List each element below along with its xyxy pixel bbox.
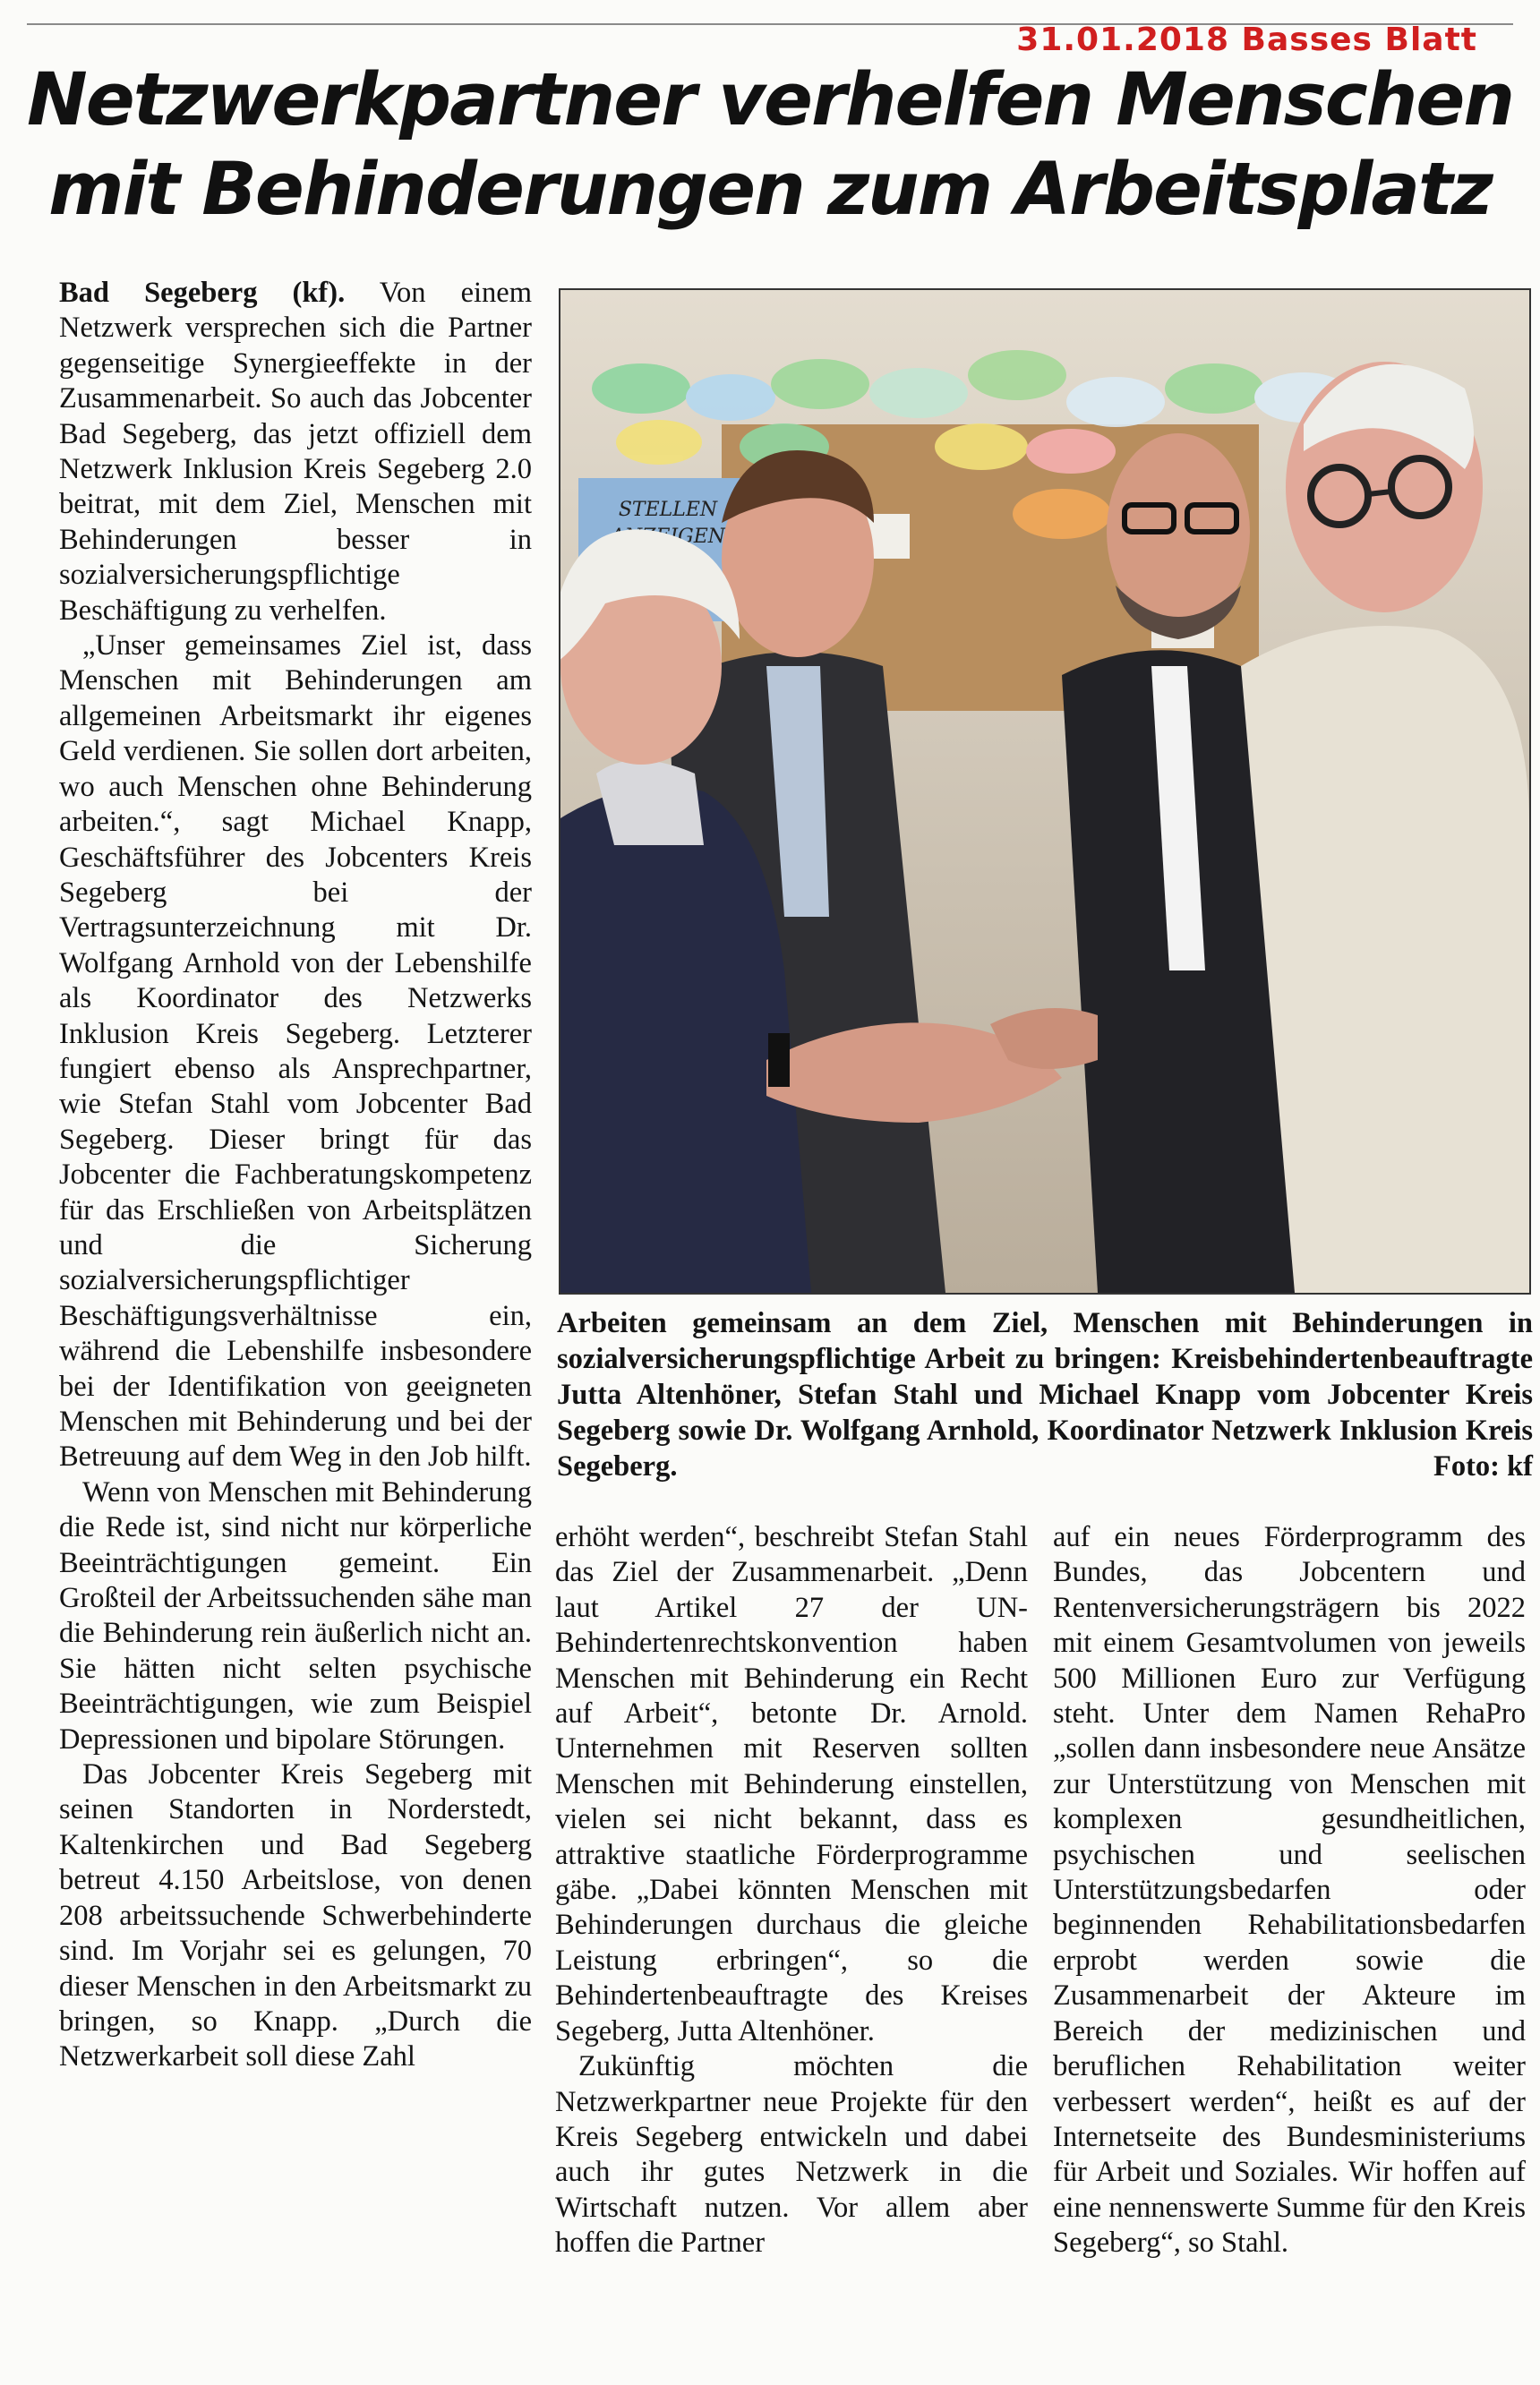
headline bbox=[0, 56, 1540, 235]
paragraph-2: „Unser gemeinsames Ziel ist, dass Menschen mit Behinderungen am allgemeinen Arbeitsmarkt ihr eigenes Geld verdienen. Sie sollen dort arbeiten, wo auch Menschen ohne Behinderung arbeiten.“, sagt Michael Knapp, Geschäftsführer des Jobcenters Kreis Segeberg bei der Vertragsunterzeichnung mit Dr. Wolfgang Arnhold von der Lebenshilfe als Koordinator des Netzwerks Inklusion Kreis Segeberg. Letzterer fungiert ebenso als Ansprechpartner, wie Stefan Stahl vom Jobcenter Bad Segeberg. Dieser bringt für das Jobcenter die Fachberatungskompetenz für das Erschließen von Arbeitsplätzen und die Sicherung sozialversicherungspflichtiger Beschäftigungsverhältnisse ein, während die Lebenshilfe insbesondere bei der Identifikation von geeigneten Menschen mit Behinderung und bei der Betreuung auf dem Weg in den Job hilft. bbox=[59, 629, 532, 1474]
paragraph-6: Zukünftig möchten die Netzwerkpartner neue Projekte für den Kreis Segeberg entwickeln und dabei auch ihr gutes Netzwerk in die Wirtschaft nutzen. Vor allem aber hoffen die Partner bbox=[555, 2050, 1028, 2260]
photo-caption bbox=[557, 1305, 1533, 1484]
headline-line-2: mit Behinderungen zum Arbeitsplatz bbox=[48, 148, 1492, 232]
paragraph-3: Wenn von Menschen mit Behinderung die Rede ist, sind nicht nur körperliche Beeinträchtigungen gemeint. Ein Großteil der Arbeitssuchenden sähe man die Behinderung rein äußerlich nicht an. Sie hätten nicht selten psychische Beeinträchtigungen, wie zum Beispiel Depressionen und bipolare Störungen. bbox=[59, 1475, 532, 1756]
paragraph-7: auf ein neues Förderprogramm des Bundes, das Jobcentern und Rentenversicherungsträgern bis 2022 mit einem Gesamtvolumen von jeweils 500 Millionen Euro zur Verfügung steht. Unter dem Namen RehaPro „sollen dann insbesondere neue Ansätze zur Unterstützung von Menschen mit komplexen gesundheitlichen, psychischen und seelischen Unterstützungsbedarfen oder beginnenden Rehabilitationsbedarfen erprobt werden sowie die Zusammenarbeit der Akteure im Bereich der medizinischen und beruflichen Rehabilitation weiter verbessert werden“, heißt es auf der Internetseite des Bundesministeriums für Arbeit und Soziales. Wir hoffen auf eine nennenswerte Summe für den Kreis Segeberg“, so Stahl. bbox=[1053, 1521, 1526, 2260]
article-column-1 bbox=[59, 276, 532, 2075]
sign-text-1: STELLEN bbox=[618, 499, 718, 521]
dateline: Bad Segeberg (kf). bbox=[59, 277, 346, 309]
article-column-3 bbox=[1053, 1520, 1526, 2261]
caption-text: Arbeiten gemeinsam an dem Ziel, Menschen mit Behinderungen in sozialversicherungspflichtige Arbeit zu bringen: Kreisbehindertenbeauftragte Jutta Altenhöner, Stefan Stahl und Michael Knapp vom Jobcenter Kreis Segeberg sowie Dr. Wolfgang Arnhold, Koordinator Netzwerk Inklusion Kreis Segeberg. bbox=[557, 1307, 1533, 1483]
photo-credit: Foto: kf bbox=[1433, 1450, 1533, 1483]
photo-illustration bbox=[560, 290, 1529, 1293]
paragraph-5: erhöht werden“, beschreibt Stefan Stahl das Ziel der Zusammenarbeit. „Denn laut Artikel 27 der UN-Behindertenrechtskonvention haben Menschen mit Behinderung ein Recht auf Arbeit“, betonte Dr. Arnold. Unternehmen mit Reserven sollten Menschen mit Behinderung einstellen, vielen sei nicht bekannt, dass es attraktive staatliche Förderprogramme gäbe. „Dabei könnten Menschen mit Behinderungen durchaus die gleiche Leistung erbringen“, so die Behindertenbeauftragte des Kreises Segeberg, Jutta Altenhöner. bbox=[555, 1521, 1028, 2047]
headline-line-1: Netzwerkpartner verhelfen Menschen bbox=[26, 58, 1513, 142]
paragraph-1 bbox=[59, 276, 532, 628]
article-column-2 bbox=[555, 1520, 1028, 2261]
paragraph-4: Das Jobcenter Kreis Segeberg mit seinen Standorten in Norderstedt, Kaltenkirchen und Bad Segeberg betreut 4.150 Arbeitslose, von denen 208 arbeitssuchende Schwerbehinderte sind. Im Vorjahr sei es gelungen, 70 dieser Menschen in den Arbeitsmarkt zu bringen, so Knapp. „Durch die Netzwerkarbeit soll diese Zahl bbox=[59, 1758, 532, 2073]
group-photo bbox=[559, 288, 1531, 1295]
paragraph-1-text: Von einem Netzwerk versprechen sich die Partner gegenseitige Synergieeffekte in der Zusammenarbeit. So auch das Jobcenter Bad Segeberg, das jetzt offiziell dem Netzwerk Inklusion Kreis Segeberg 2.0 beitrat, mit dem Ziel, Menschen mit Behinderungen besser in sozialversicherungspflichtige Beschäftigung zu verhelfen. bbox=[59, 277, 532, 627]
date-stamp: 31.01.2018 Basses Blatt bbox=[1016, 21, 1477, 58]
